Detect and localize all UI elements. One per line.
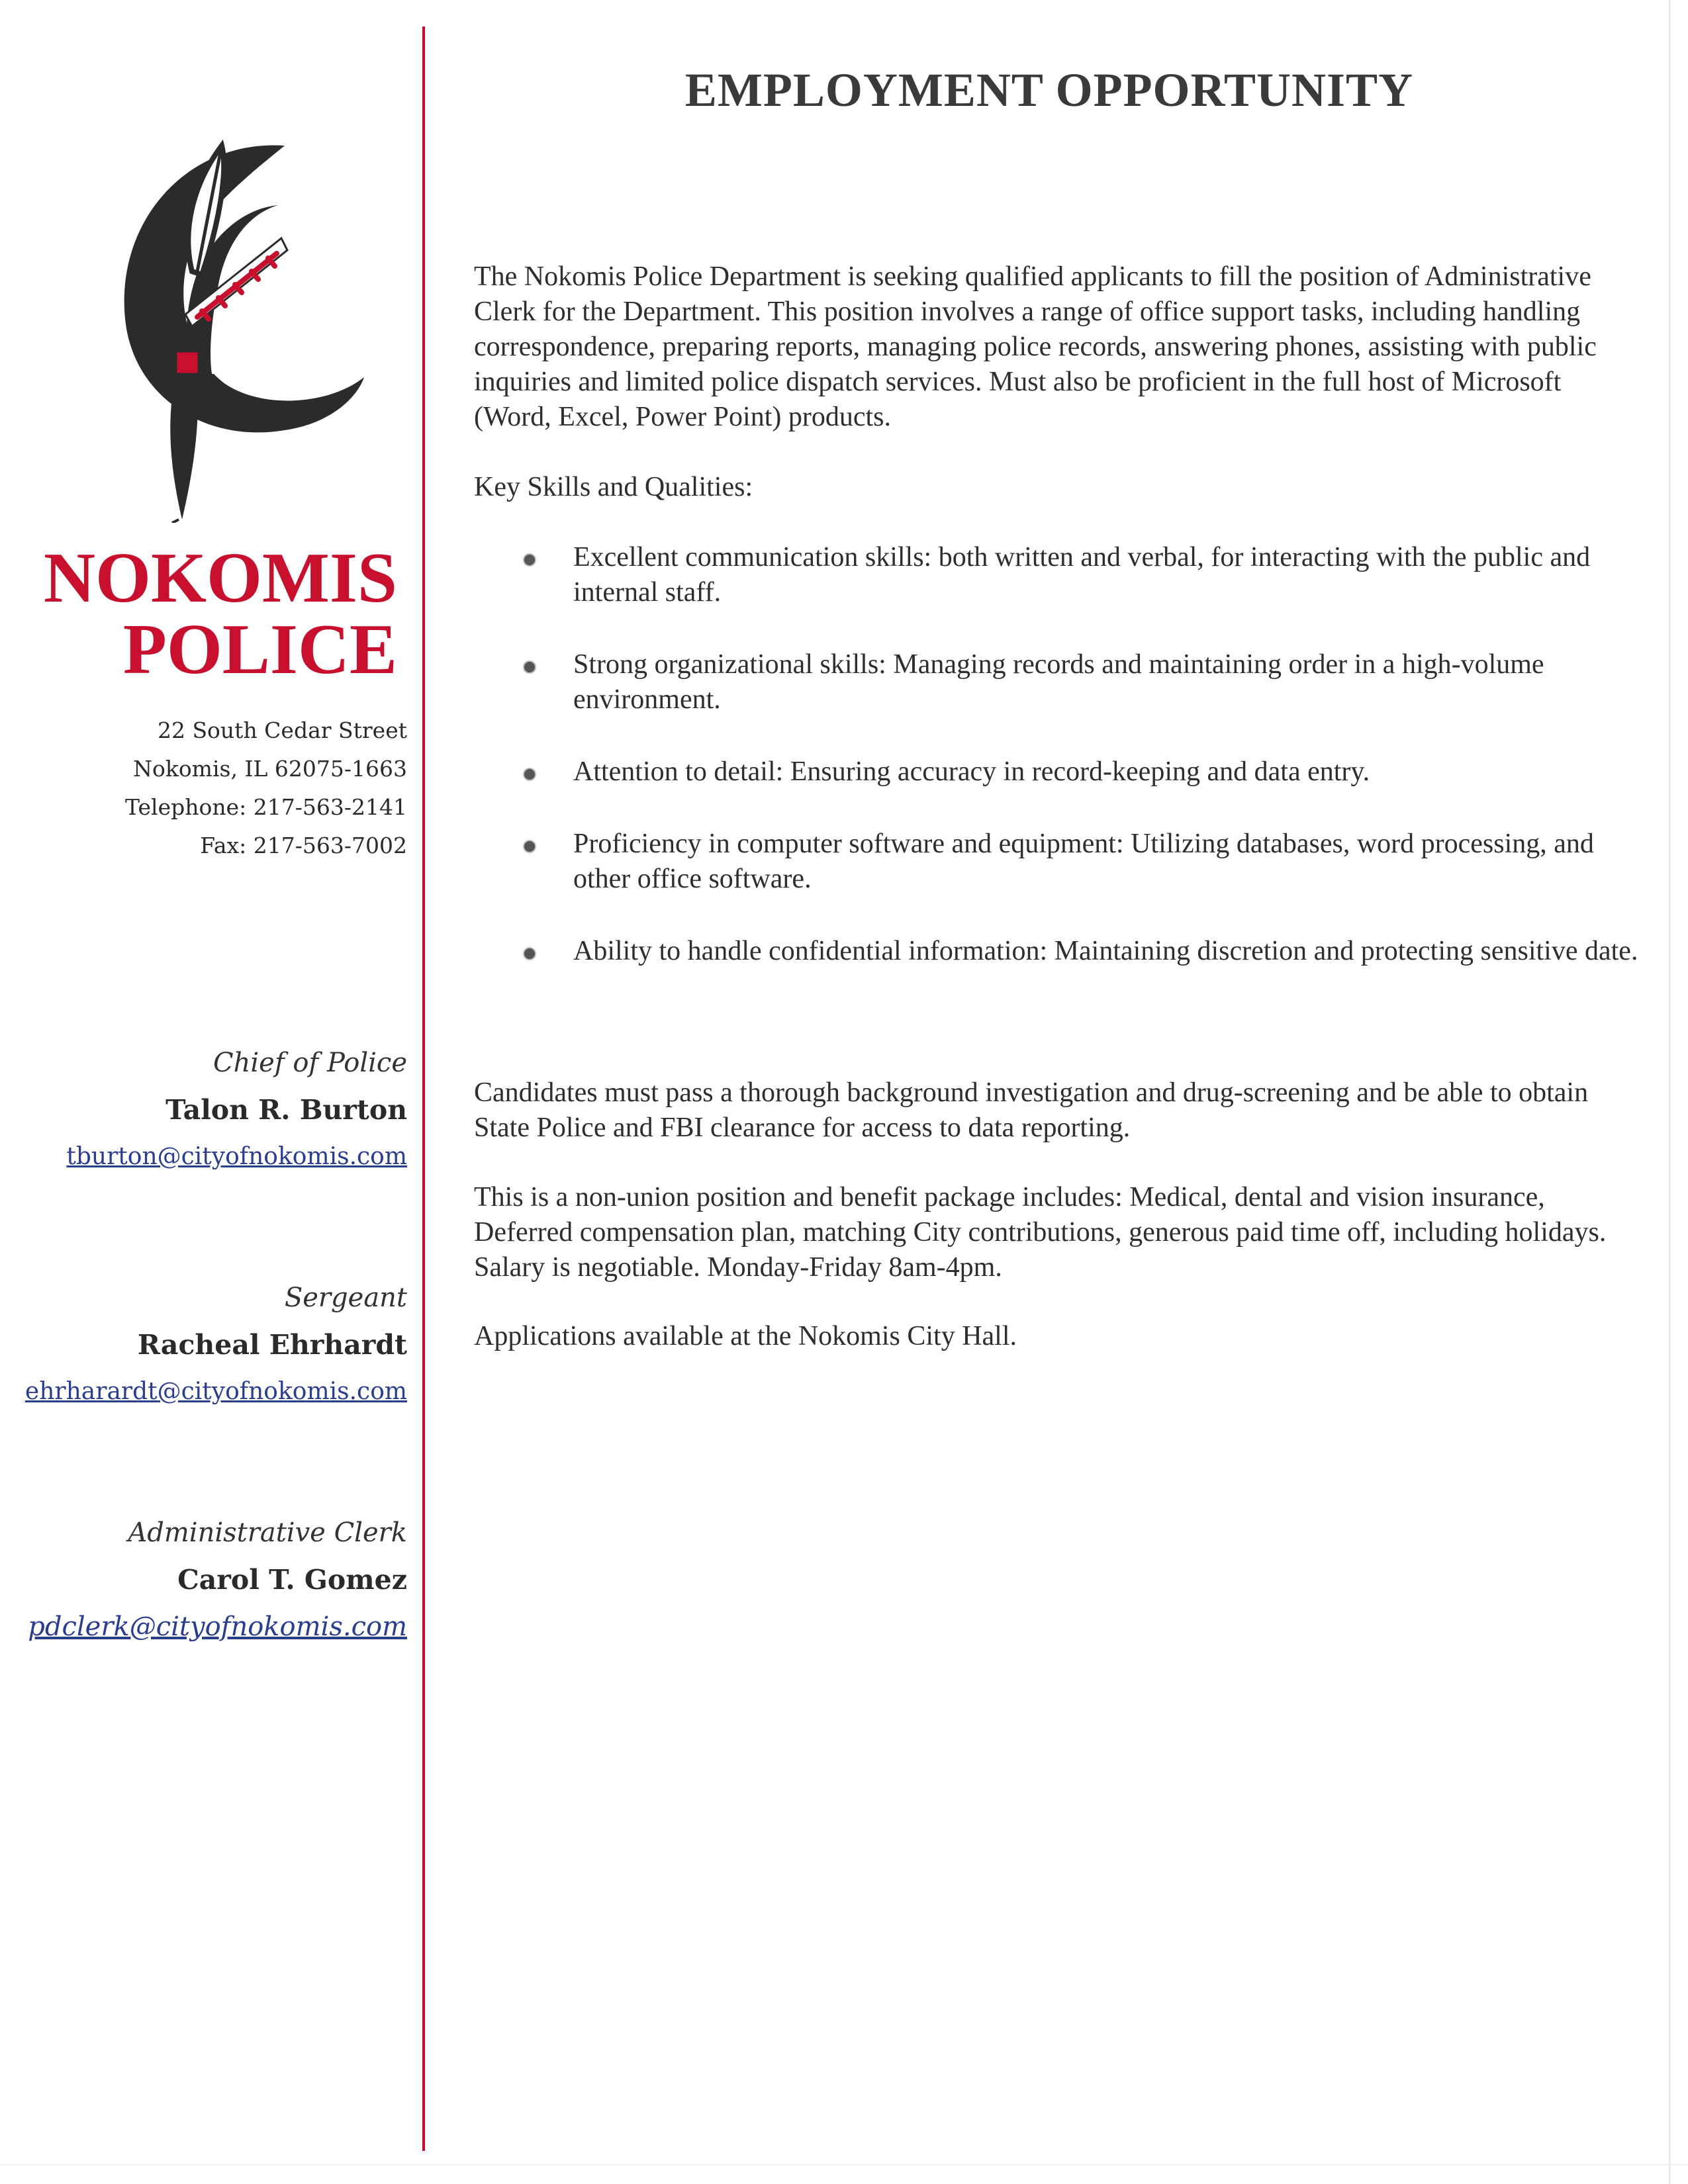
- city-state-zip: Nokomis, IL 62075-1663: [133, 756, 407, 782]
- letterhead-sidebar: [0, 0, 424, 2184]
- bullet-icon: [523, 947, 536, 960]
- bullet-icon: [523, 553, 536, 567]
- staff-clerk: [13, 1509, 407, 1651]
- staff-name: Racheal Ehrhardt: [137, 1329, 407, 1361]
- bullet-icon: [523, 840, 536, 853]
- key-skills-heading-text: Key Skills and Qualities:: [474, 472, 753, 502]
- skill-text: Excellent communication skills: both written and verbal, for interacting with the public and internal staff.: [573, 542, 1591, 608]
- staff-title: Administrative Clerk: [128, 1518, 407, 1548]
- key-skills-heading: [474, 470, 1639, 505]
- sidebar-divider: [422, 26, 425, 2151]
- staff-title: Sergeant: [284, 1283, 407, 1313]
- list-item: [523, 647, 1648, 717]
- candidates-text: Candidates must pass a thorough background investigation and drug-screening and be able to obtain State Police and FBI clearance for access to data reporting.: [474, 1077, 1589, 1143]
- skill-text: Attention to detail: Ensuring accuracy in record-keeping and data entry.: [573, 756, 1370, 787]
- intro-text: The Nokomis Police Department is seeking qualified applicants to fill the position of Administrative Clerk for the Department. This position involves a range of office support tasks, including handling correspondence, preparing reports, managing police records, answering phones, assisting with public inquiries and limited police dispatch services. Must also be proficient in the full host of Microsoft (Word, Excel, Power Point) products.: [474, 261, 1597, 432]
- benefits-paragraph: [474, 1180, 1639, 1285]
- bullet-icon: [523, 768, 536, 781]
- bullet-icon: [523, 660, 536, 674]
- staff-email-link[interactable]: tburton@cityofnokomis.com: [66, 1143, 407, 1170]
- staff-chief: [13, 1039, 407, 1181]
- contact-block: [13, 711, 407, 865]
- intro-paragraph: [474, 259, 1639, 435]
- applications-text: Applications available at the Nokomis City Hall.: [474, 1321, 1017, 1351]
- skills-list: [523, 540, 1648, 1006]
- skill-text: Strong organizational skills: Managing records and maintaining order in a high-volume environment.: [573, 649, 1544, 715]
- benefits-text: This is a non-union position and benefit package includes: Medical, dental and vision insurance, Deferred compensation plan, matching City contributions, generous paid time off, including holidays. Salary is negotiable. Monday-Friday 8am-4pm.: [474, 1182, 1607, 1283]
- staff-sergeant: [13, 1274, 407, 1416]
- list-item: [523, 754, 1648, 790]
- applications-paragraph: [474, 1319, 1639, 1354]
- staff-email-link[interactable]: pdclerk@cityofnokomis.com: [28, 1612, 407, 1642]
- staff-name: Talon R. Burton: [165, 1094, 407, 1126]
- skill-text: Proficiency in computer software and equipment: Utilizing databases, word processing, and other office software.: [573, 829, 1594, 894]
- skill-text: Ability to handle confidential information: Maintaining discretion and protecting sensitive date.: [573, 936, 1638, 966]
- list-item: [523, 934, 1648, 969]
- agency-name: [13, 539, 397, 689]
- candidates-paragraph: [474, 1075, 1639, 1146]
- agency-name-line2: POLICE: [122, 610, 397, 689]
- list-item: [523, 827, 1648, 897]
- street-address: 22 South Cedar Street: [157, 717, 407, 743]
- staff-name: Carol T. Gomez: [177, 1564, 407, 1596]
- nokomis-crescent-logo-icon: [113, 132, 364, 523]
- telephone: Telephone: 217-563-2141: [125, 794, 407, 820]
- agency-name-line1: NOKOMIS: [43, 539, 397, 617]
- page-title: EMPLOYMENT OPPORTUNITY: [684, 64, 1414, 116]
- fax: Fax: 217-563-7002: [200, 833, 407, 858]
- list-item: [523, 540, 1648, 610]
- staff-email-link[interactable]: ehrharardt@cityofnokomis.com: [24, 1378, 407, 1405]
- scan-edge-right: [1669, 0, 1671, 2184]
- staff-title: Chief of Police: [213, 1048, 407, 1078]
